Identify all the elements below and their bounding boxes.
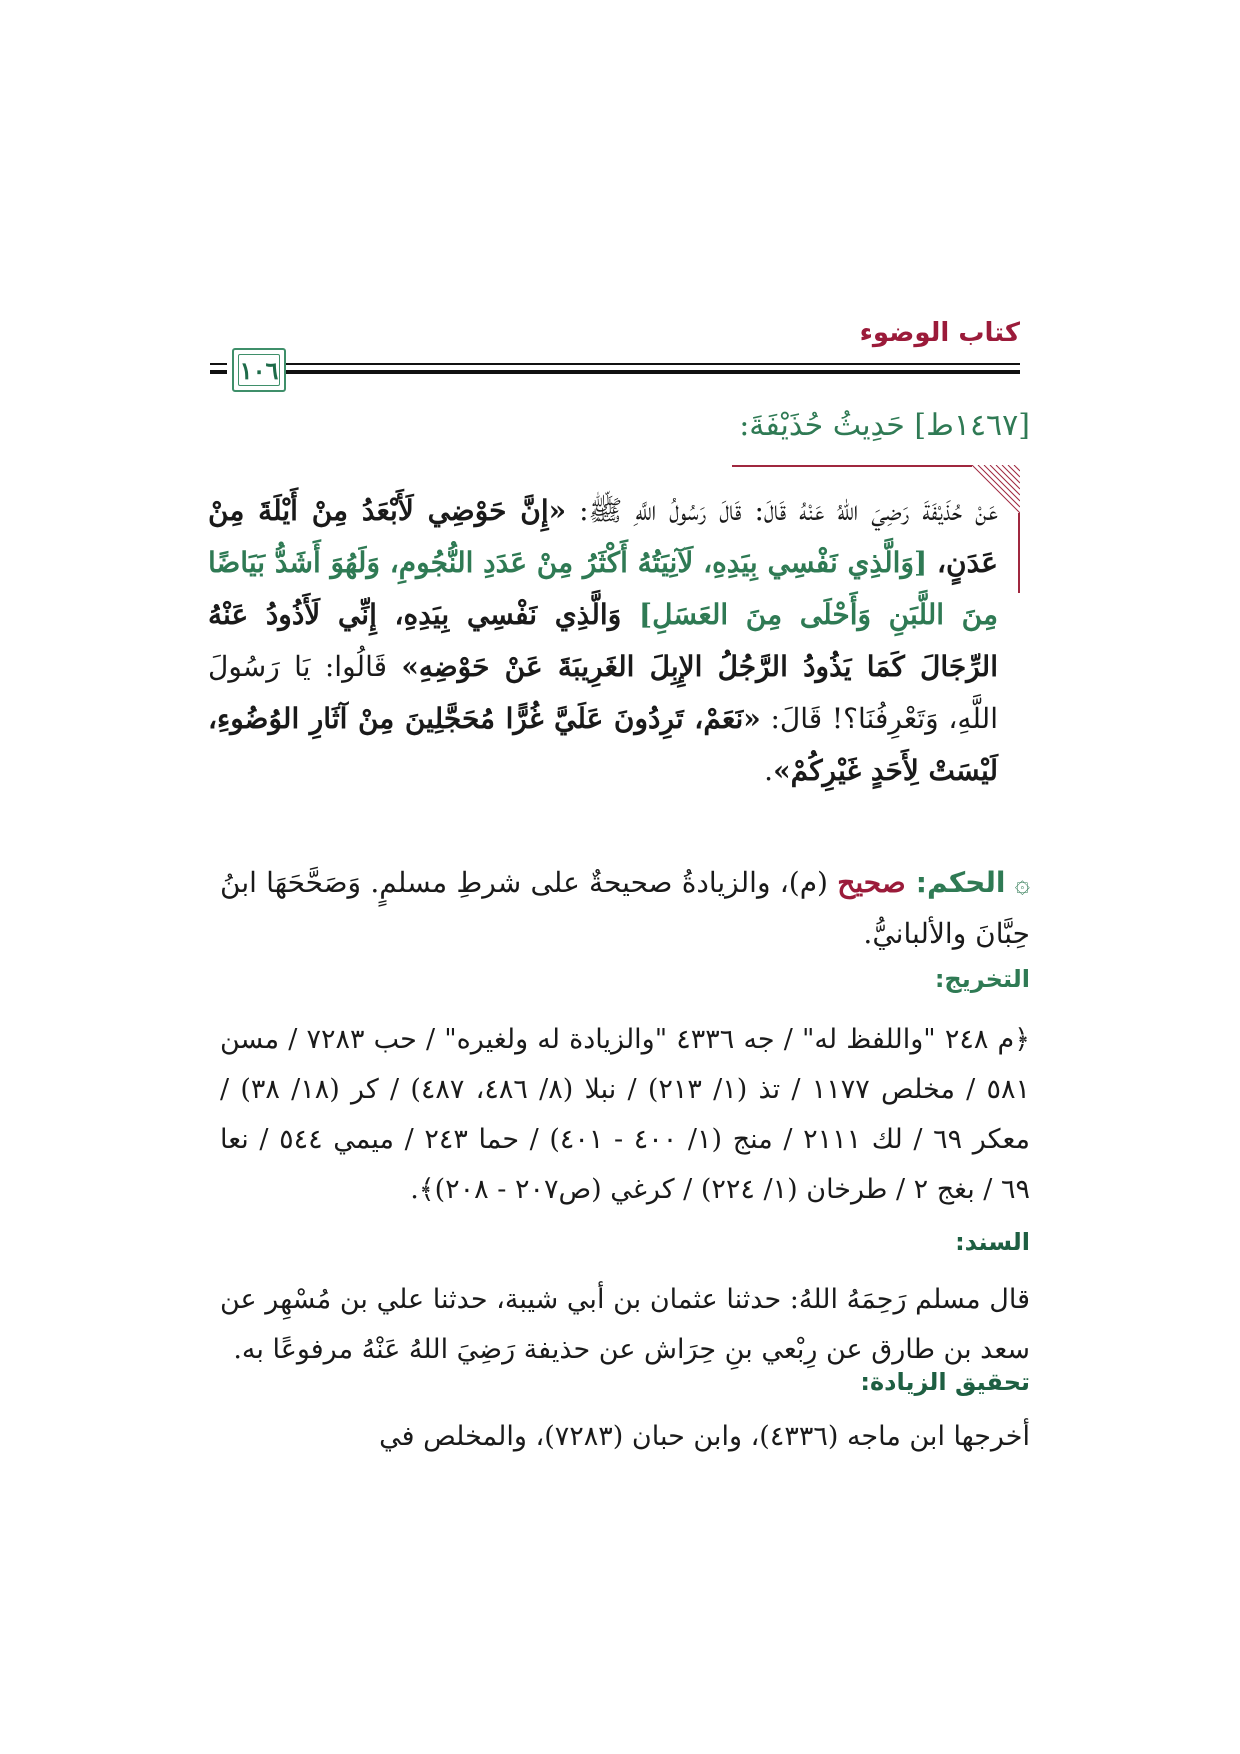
ruling-label: الحكم: <box>905 866 1006 899</box>
ruling-grade: صحيح <box>837 866 906 899</box>
hadith-addition: [وَالَّذِي نَفْسِي بِيَدِهِ، لَآنِيَتُهُ أَكْثَرُ مِنْ عَدَدِ النُّجُومِ، وَلَهُوَ أَشَدُّ بَيَاضًا مِنَ اللَّبَنِ وَأَحْلَى مِنَ العَسَلِ] <box>208 546 998 631</box>
hadith-box <box>210 465 1020 855</box>
page-number: ١٠٦ <box>239 355 279 385</box>
header-rule-bottom <box>285 370 1020 374</box>
hadith-quote-1: «إِنَّ حَوْضِي لَأَبْعَدُ مِنْ أَيْلَةَ مِنْ عَدَنٍ، <box>208 494 998 579</box>
sanad-text: قال مسلم رَحِمَهُ اللهُ: حدثنا عثمان بن أبي شيبة، حدثنا علي بن مُسْهِر عن سعد بن طارق عن رِبْعي بنِ حِرَاش عن حذيفة رَضِيَ اللهُ عَنْهُ مرفوعًا به. <box>220 1284 1030 1365</box>
ruling-paragraph <box>220 858 1030 959</box>
section-title: [١٤٦٧ط] حَدِيثُ حُذَيْفَةَ: <box>739 408 1030 443</box>
takhrij-heading: التخريج: <box>934 965 1030 993</box>
book-title: كتاب الوضوء <box>859 318 1020 348</box>
sanad-heading: السند: <box>955 1228 1030 1256</box>
tahqiq-heading: تحقيق الزيادة: <box>860 1368 1030 1396</box>
hadith-text <box>208 485 998 797</box>
header-rule-left-bottom <box>210 370 227 374</box>
page-number-frame <box>232 348 286 392</box>
header-rule-left-top <box>210 363 227 365</box>
header-rule-top <box>285 363 1020 365</box>
hadith-ending: . <box>764 754 774 787</box>
hadith-quote-3: «نَعَمْ، تَرِدُونَ عَلَيَّ غُرًّا مُحَجَّلِينَ مِنْ آثَارِ الوُضُوءِ، لَيْسَتْ لِأَحَدٍ غَيْرِكُمْ» <box>208 702 998 787</box>
tahqiq-text: أخرجها ابن ماجه (٤٣٣٦)، وابن حبان (٧٢٨٣)، والمخلص في <box>379 1421 1030 1452</box>
flower-icon: ۞ <box>1014 869 1030 899</box>
hadith-intro: عَنْ حُذَيْفَةَ رَضِيَ اللهُ عَنْهُ قَالَ: قَالَ رَسُولُ اللَّهِ ﷺ: <box>566 494 999 527</box>
box-top-line <box>732 465 972 467</box>
takhrij-text: ﴿م ٢٤٨ "واللفظ له" / جه ٤٣٣٦ "والزيادة له ولغيره" / حب ٧٢٨٣ / مسن ٥٨١ / مخلص ١١٧٧ / تذ (١/ ٢١٣) / نبلا (٨/ ٤٨٦، ٤٨٧) / كر (١٨/ ٣٨) / معكر ٦٩ / لك ٢١١١ / منج (١/ ٤٠٠ - ٤٠١) / حما ٢٤٣ / ميمي ٥٤٤ / نعا ٦٩ / بغج ٢ / طرخان (١/ ٢٢٤) / كرغي (ص٢٠٧ - ٢٠٨)﴾. <box>220 1024 1031 1205</box>
ruling-text: (م)، والزيادةُ صحيحةٌ على شرطِ مسلمٍ. وَصَحَّحَهَا ابنُ حِبَّانَ والألبانيُّ. <box>220 866 1030 950</box>
hadith-quote-2: وَالَّذِي نَفْسِي بِيَدِهِ، إِنِّي لَأَذُودُ عَنْهُ الرِّجَالَ كَمَا يَذُودُ الرَّجُلُ الإِبِلَ الغَرِيبَةَ عَنْ حَوْضِهِ» <box>208 598 998 683</box>
page-header <box>210 318 1020 396</box>
hadith-middle: قَالُوا: يَا رَسُولَ اللَّهِ، وَتَعْرِفُنَا؟! قَالَ: <box>208 650 998 735</box>
box-side-line <box>1018 513 1020 593</box>
